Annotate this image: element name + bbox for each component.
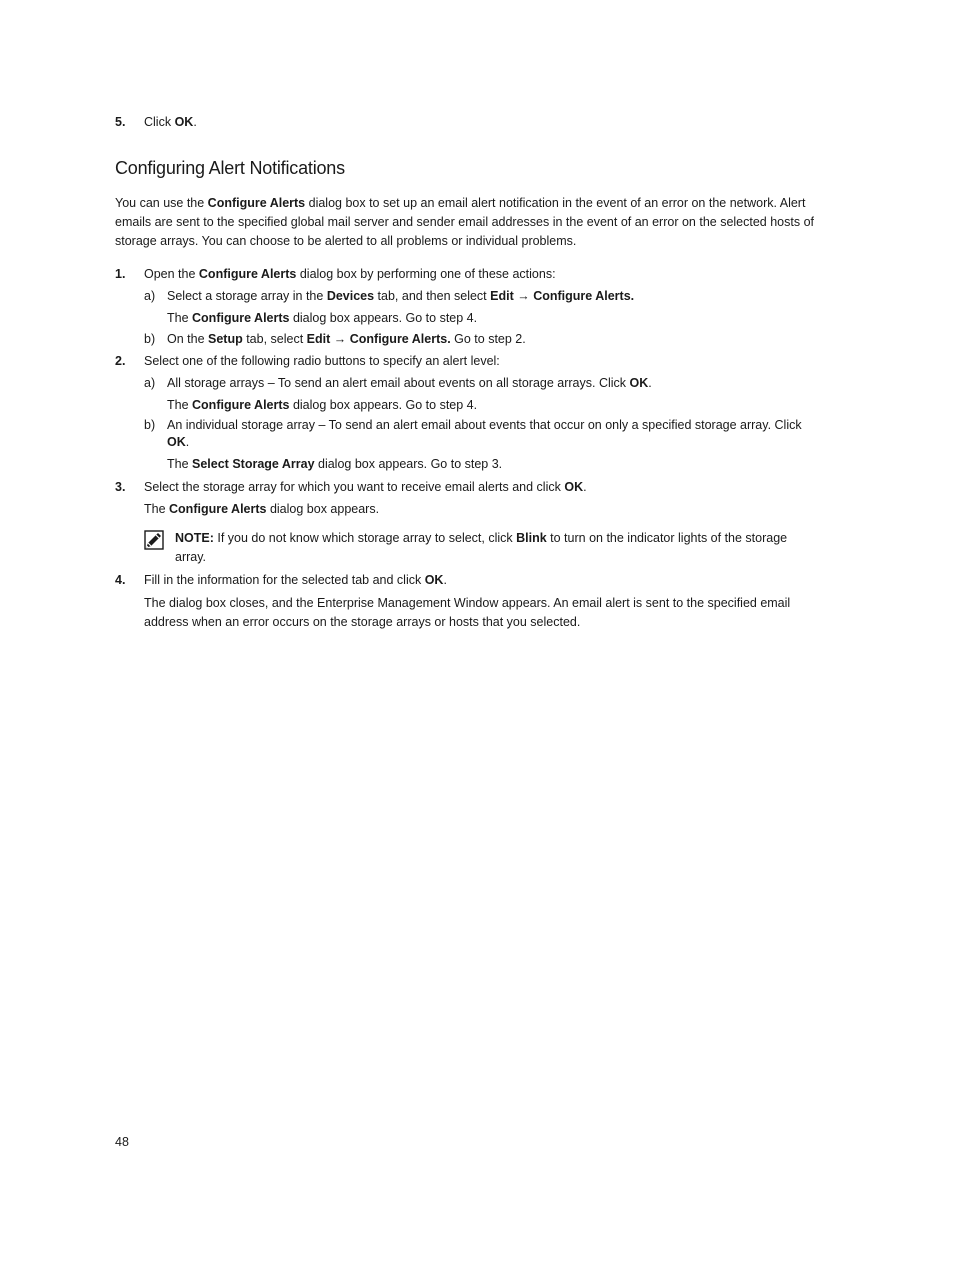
step-1b-label: b) [144,332,156,346]
note-label: NOTE: [175,531,214,545]
step-2a-label: a) [144,376,156,390]
step-5-number: 5. [115,115,126,129]
step-2a-result: The Configure Alerts dialog box appears. Go to step 4. [167,398,478,412]
step-1b: b) On the Setup tab, select Edit → Configure Alerts. Go to step 2. [115,330,815,349]
step-3-result: The Configure Alerts dialog box appears. [144,502,380,516]
step-2b: b) An individual storage array – To send an alert email about events that occur on only a specified storage array. Click OK. [144,418,802,449]
page-number: 48 [115,1135,129,1149]
note-box: NOTE: If you do not know which storage array to select, click Blink to turn on the indicator lights of the storage array. [115,529,815,567]
step-4: 4. Fill in the information for the selected tab and click OK. [115,571,815,590]
pencil-icon [144,530,164,550]
step-1a: a) Select a storage array in the Devices tab, and then select Edit → Configure Alerts. [115,287,815,306]
ok-label: OK [174,115,194,129]
step-2b-label: b) [144,418,156,432]
step-4-result: The dialog box closes, and the Enterprise Management Window appears. An email alert is sent to the specified email address when an error occurs on the storage arrays or hosts that you selected. [144,596,791,629]
section-heading: Configuring Alert Notifications [115,158,345,178]
step-5: 5. Click OK. [115,113,815,132]
step-3-number: 3. [115,480,126,494]
step-1a-result: The Configure Alerts dialog box appears. Go to step 4. [167,311,478,325]
step-2: 2. Select one of the following radio buttons to specify an alert level: [115,352,815,371]
step-2-number: 2. [115,354,126,368]
intro-paragraph: You can use the Configure Alerts dialog box to set up an email alert notification in the event of an error on the network. Alert emails are sent to the specified global mail server and sender email addresses in the event of an error on the selected hosts of storage arrays. You can choose to be alerted to all problems or individual problems. [115,196,814,248]
step-1-number: 1. [115,267,126,281]
step-3: 3. Select the storage array for which you want to receive email alerts and click OK. [115,478,815,497]
step-4-number: 4. [115,573,126,587]
document-body [115,113,815,632]
blink-label: Blink [516,531,547,545]
step-1: 1. Open the Configure Alerts dialog box by performing one of these actions: [115,265,815,284]
step-1a-label: a) [144,289,156,303]
step-2a: a) All storage arrays – To send an alert email about events on all storage arrays. Click OK. [115,374,815,393]
step-2b-result: The Select Storage Array dialog box appears. Go to step 3. [167,457,503,471]
